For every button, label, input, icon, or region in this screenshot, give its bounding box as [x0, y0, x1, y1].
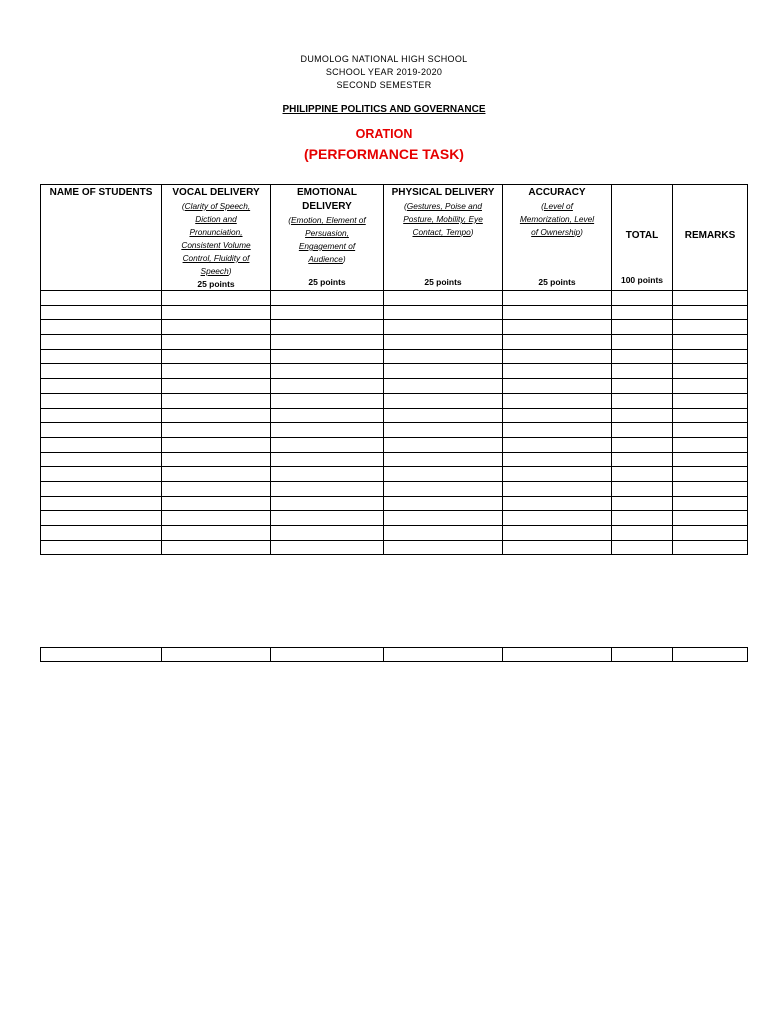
blank-cell[interactable]	[673, 467, 748, 482]
blank-cell[interactable]	[673, 305, 748, 320]
blank-cell[interactable]	[384, 408, 503, 423]
blank-cell[interactable]	[612, 393, 673, 408]
blank-cell[interactable]	[162, 648, 271, 662]
blank-cell[interactable]	[673, 423, 748, 438]
blank-cell[interactable]	[162, 423, 271, 438]
blank-cell[interactable]	[384, 335, 503, 350]
blank-cell[interactable]	[271, 423, 384, 438]
blank-cell[interactable]	[384, 437, 503, 452]
header-row	[41, 185, 748, 291]
blank-cell[interactable]	[384, 320, 503, 335]
blank-cell[interactable]	[41, 437, 162, 452]
blank-cell[interactable]	[162, 379, 271, 394]
blank-cell[interactable]	[612, 349, 673, 364]
blank-cell[interactable]	[271, 511, 384, 526]
blank-cell[interactable]	[612, 320, 673, 335]
blank-cell[interactable]	[612, 648, 673, 662]
blank-cell[interactable]	[41, 291, 162, 306]
blank-cell[interactable]	[384, 540, 503, 555]
blank-cell[interactable]	[271, 437, 384, 452]
blank-cell[interactable]	[503, 423, 612, 438]
blank-cell[interactable]	[384, 349, 503, 364]
rubric-table	[40, 184, 748, 555]
blank-cell[interactable]	[612, 481, 673, 496]
blank-cell[interactable]	[271, 648, 384, 662]
table-row	[41, 364, 748, 379]
blank-cell[interactable]	[41, 481, 162, 496]
blank-cell[interactable]	[673, 364, 748, 379]
blank-cell[interactable]	[503, 526, 612, 541]
blank-cell[interactable]	[673, 393, 748, 408]
table-row	[41, 437, 748, 452]
blank-cell[interactable]	[41, 452, 162, 467]
table-row	[41, 423, 748, 438]
blank-cell[interactable]	[612, 452, 673, 467]
blank-cell[interactable]	[673, 540, 748, 555]
blank-cell[interactable]	[673, 648, 748, 662]
name-column-header: NAME OF STUDENTS	[41, 185, 162, 291]
total-points: 100 points	[620, 275, 664, 285]
blank-cell[interactable]	[41, 540, 162, 555]
blank-cell[interactable]	[41, 349, 162, 364]
blank-cell[interactable]	[271, 320, 384, 335]
accuracy-points: 25 points	[538, 277, 576, 287]
task-subtitle: (PERFORMANCE TASK)	[304, 146, 464, 162]
vocal-delivery-header: VOCAL DELIVERY (Clarity of Speech, Diction and Pronunciation, Consistent Volume Control, Fluidity of Speech) 25 points	[162, 185, 271, 291]
table-row	[41, 467, 748, 482]
blank-cell[interactable]	[162, 320, 271, 335]
blank-cell[interactable]	[673, 481, 748, 496]
blank-cell[interactable]	[271, 349, 384, 364]
blank-cell[interactable]	[503, 291, 612, 306]
table-row	[41, 511, 748, 526]
blank-cell[interactable]	[41, 335, 162, 350]
blank-cell[interactable]	[673, 496, 748, 511]
remarks-header: REMARKS	[673, 185, 748, 291]
blank-cell[interactable]	[384, 291, 503, 306]
blank-cell[interactable]	[673, 291, 748, 306]
blank-cell[interactable]	[41, 379, 162, 394]
emotional-title: EMOTIONAL DELIVERY	[297, 187, 357, 212]
blank-cell[interactable]	[271, 379, 384, 394]
blank-cell[interactable]	[162, 496, 271, 511]
blank-cell[interactable]	[503, 437, 612, 452]
vocal-criteria: (Clarity of Speech, Diction and Pronunciation, Consistent Volume Control, Fluidity of Speech)	[181, 201, 251, 276]
blank-cell[interactable]	[271, 335, 384, 350]
table-row	[41, 320, 748, 335]
blank-cell[interactable]	[612, 408, 673, 423]
blank-cell[interactable]	[673, 452, 748, 467]
blank-cell[interactable]	[271, 364, 384, 379]
blank-cell[interactable]	[503, 393, 612, 408]
blank-cell[interactable]	[162, 511, 271, 526]
vocal-points: 25 points	[197, 279, 235, 289]
blank-cell[interactable]	[384, 526, 503, 541]
subject-title: PHILIPPINE POLITICS AND GOVERNANCE	[282, 104, 486, 115]
task-title: ORATION	[355, 127, 413, 141]
blank-cell[interactable]	[503, 408, 612, 423]
blank-cell[interactable]	[503, 511, 612, 526]
blank-cell[interactable]	[162, 540, 271, 555]
blank-cell[interactable]	[162, 349, 271, 364]
blank-cell[interactable]	[41, 393, 162, 408]
blank-cell[interactable]	[503, 305, 612, 320]
blank-cell[interactable]	[503, 335, 612, 350]
blank-cell[interactable]	[384, 305, 503, 320]
student-rows	[41, 291, 748, 555]
table-row	[41, 526, 748, 541]
table-row	[41, 408, 748, 423]
blank-cell[interactable]	[162, 467, 271, 482]
emotional-delivery-header	[271, 185, 384, 291]
blank-cell[interactable]	[503, 648, 612, 662]
blank-cell[interactable]	[612, 437, 673, 452]
blank-cell[interactable]	[673, 349, 748, 364]
blank-cell[interactable]	[384, 511, 503, 526]
blank-cell[interactable]	[384, 452, 503, 467]
blank-cell[interactable]	[612, 423, 673, 438]
blank-cell[interactable]	[612, 305, 673, 320]
table-row	[41, 305, 748, 320]
blank-cell[interactable]	[384, 423, 503, 438]
accuracy-criteria: (Level of Memorization, Level of Ownership)	[519, 201, 595, 237]
blank-cell[interactable]	[612, 379, 673, 394]
blank-cell[interactable]	[384, 496, 503, 511]
physical-points: 25 points	[424, 277, 462, 287]
emotional-points: 25 points	[308, 277, 346, 287]
table-row	[41, 349, 748, 364]
school-header	[0, 53, 768, 92]
physical-criteria: (Gestures, Poise and Posture, Mobility, Eye Contact, Tempo)	[403, 201, 483, 237]
blank-cell[interactable]	[612, 335, 673, 350]
blank-cell[interactable]	[41, 305, 162, 320]
blank-cell[interactable]	[271, 291, 384, 306]
extra-row-table	[40, 647, 748, 662]
blank-cell[interactable]	[673, 526, 748, 541]
blank-cell[interactable]	[503, 320, 612, 335]
blank-cell[interactable]	[384, 364, 503, 379]
blank-cell[interactable]	[612, 364, 673, 379]
blank-cell[interactable]	[41, 423, 162, 438]
blank-cell[interactable]	[162, 335, 271, 350]
blank-cell[interactable]	[271, 540, 384, 555]
extra-row	[41, 648, 748, 662]
table-row	[41, 496, 748, 511]
blank-cell[interactable]	[271, 393, 384, 408]
blank-cell[interactable]	[673, 320, 748, 335]
blank-cell[interactable]	[503, 481, 612, 496]
blank-cell[interactable]	[41, 511, 162, 526]
blank-cell[interactable]	[41, 320, 162, 335]
table-row	[41, 452, 748, 467]
blank-cell[interactable]	[162, 526, 271, 541]
total-header: TOTAL 100 points	[612, 185, 673, 291]
blank-cell[interactable]	[162, 364, 271, 379]
blank-cell[interactable]	[162, 452, 271, 467]
table-row	[41, 481, 748, 496]
blank-cell[interactable]	[503, 467, 612, 482]
blank-cell[interactable]	[503, 452, 612, 467]
blank-cell[interactable]	[612, 291, 673, 306]
blank-cell[interactable]	[503, 496, 612, 511]
blank-cell[interactable]	[612, 467, 673, 482]
blank-cell[interactable]	[384, 379, 503, 394]
blank-cell[interactable]	[384, 467, 503, 482]
blank-cell[interactable]	[41, 364, 162, 379]
blank-cell[interactable]	[503, 349, 612, 364]
blank-cell[interactable]	[612, 540, 673, 555]
table-row	[41, 393, 748, 408]
blank-cell[interactable]	[384, 481, 503, 496]
blank-cell[interactable]	[162, 437, 271, 452]
blank-cell[interactable]	[271, 467, 384, 482]
blank-cell[interactable]	[41, 408, 162, 423]
semester: SECOND SEMESTER	[336, 80, 432, 90]
blank-cell[interactable]	[41, 648, 162, 662]
blank-cell[interactable]	[612, 526, 673, 541]
school-year: SCHOOL YEAR 2019-2020	[325, 67, 443, 77]
blank-cell[interactable]	[673, 511, 748, 526]
blank-cell[interactable]	[271, 526, 384, 541]
school-name: DUMOLOG NATIONAL HIGH SCHOOL	[300, 54, 468, 64]
blank-cell[interactable]	[271, 408, 384, 423]
blank-cell[interactable]	[673, 408, 748, 423]
blank-cell[interactable]	[162, 481, 271, 496]
blank-cell[interactable]	[162, 393, 271, 408]
blank-cell[interactable]	[162, 305, 271, 320]
blank-cell[interactable]	[41, 526, 162, 541]
blank-cell[interactable]	[271, 481, 384, 496]
emotional-criteria: (Emotion, Element of Persuasion, Engagement of Audience)	[288, 215, 366, 264]
blank-cell[interactable]	[41, 496, 162, 511]
blank-cell[interactable]	[384, 393, 503, 408]
blank-cell[interactable]	[673, 335, 748, 350]
blank-cell[interactable]	[271, 496, 384, 511]
blank-cell[interactable]	[271, 305, 384, 320]
table-row	[41, 291, 748, 306]
blank-cell[interactable]	[673, 437, 748, 452]
blank-cell[interactable]	[384, 648, 503, 662]
blank-cell[interactable]	[673, 379, 748, 394]
blank-cell[interactable]	[612, 511, 673, 526]
blank-cell[interactable]	[503, 379, 612, 394]
blank-cell[interactable]	[271, 452, 384, 467]
physical-delivery-header: PHYSICAL DELIVERY (Gestures, Poise and Posture, Mobility, Eye Contact, Tempo) 25 points	[384, 185, 503, 291]
blank-cell[interactable]	[162, 408, 271, 423]
accuracy-header: ACCURACY (Level of Memorization, Level of Ownership) 25 points	[503, 185, 612, 291]
blank-cell[interactable]	[503, 540, 612, 555]
blank-cell[interactable]	[162, 291, 271, 306]
table-row	[41, 540, 748, 555]
blank-cell[interactable]	[612, 496, 673, 511]
blank-cell[interactable]	[41, 467, 162, 482]
table-row	[41, 379, 748, 394]
blank-cell[interactable]	[503, 364, 612, 379]
table-row	[41, 335, 748, 350]
